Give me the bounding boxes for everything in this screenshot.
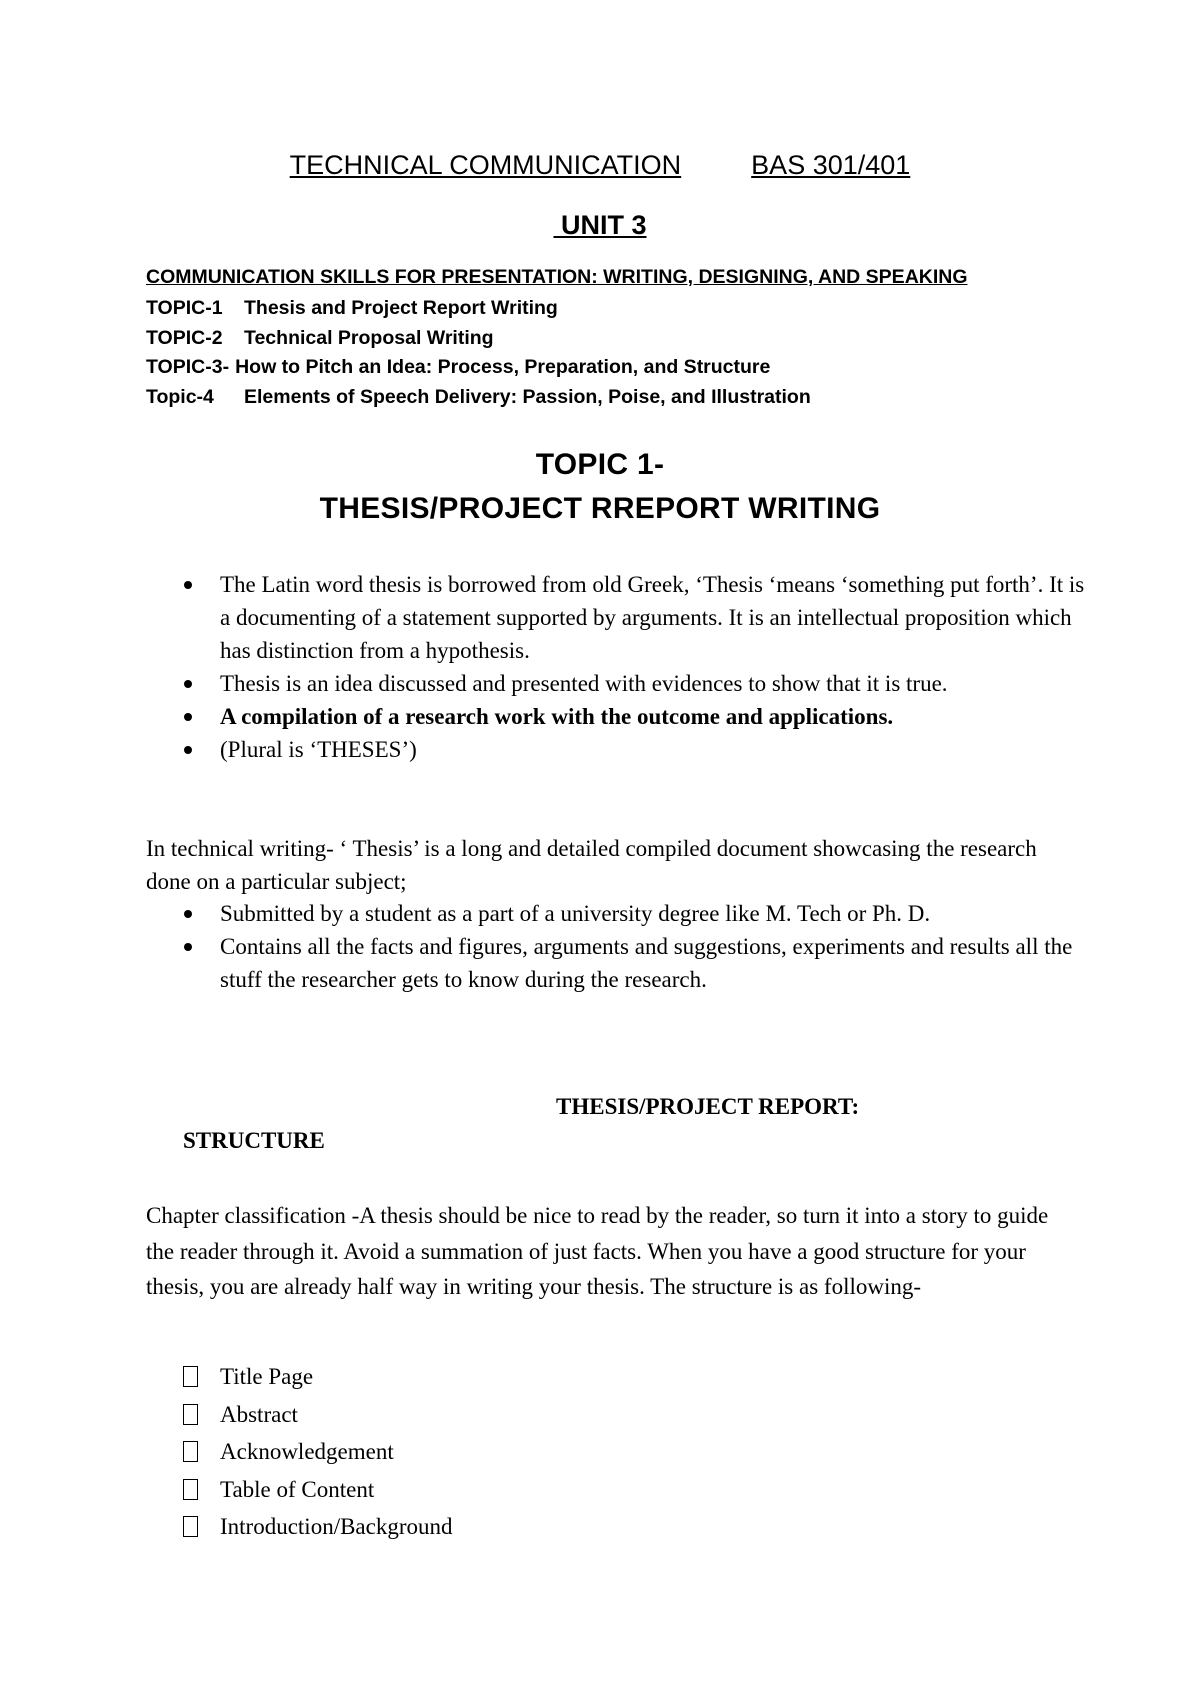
structure-item xyxy=(183,1471,453,1509)
structure-heading-part1: THESIS/PROJECT REPORT: xyxy=(556,1094,860,1119)
checkbox-icon xyxy=(183,1366,198,1387)
topic-item xyxy=(146,294,811,324)
definition-bullets xyxy=(146,568,1086,766)
topic-title: Technical Proposal Writing xyxy=(244,326,494,349)
structure-item-label: Title Page xyxy=(220,1364,314,1389)
skills-heading: COMMUNICATION SKILLS FOR PRESENTATION: WRITING, DESIGNING, AND SPEAKING xyxy=(146,266,968,288)
checkbox-icon xyxy=(183,1441,198,1462)
bullet-item: A compilation of a research work with the outcome and applications. xyxy=(146,700,1086,733)
course-title: TECHNICAL COMMUNICATION xyxy=(289,150,682,180)
topic-title: Elements of Speech Delivery: Passion, Poise, and Illustration xyxy=(244,385,811,408)
thesis-bullets xyxy=(146,897,1086,996)
topic-item xyxy=(146,383,811,413)
course-header xyxy=(0,150,1200,181)
unit-title: UNIT 3 xyxy=(553,210,647,240)
structure-item-label: Introduction/Background xyxy=(220,1514,453,1539)
topic-code: TOPIC-3- xyxy=(146,356,230,378)
bullet-item: (Plural is ‘THESES’) xyxy=(146,733,1086,766)
chapter-classification-paragraph: Chapter classification -A thesis should be nice to read by the reader, so turn it into a story to guide the reader through it. Avoid a summation of just facts. When you have a good structure for your thesis, you are already half way in writing your thesis. The structure is as following- xyxy=(146,1203,1049,1299)
topic-item xyxy=(146,324,811,354)
structure-item xyxy=(183,1508,453,1546)
topic-code: TOPIC-2 xyxy=(146,326,223,349)
topic-title: How to Pitch an Idea: Process, Preparation, and Structure xyxy=(235,356,771,378)
structure-item xyxy=(183,1358,453,1396)
topic-title: Thesis and Project Report Writing xyxy=(244,297,558,319)
bullet-item: Submitted by a student as a part of a university degree like M. Tech or Ph. D. xyxy=(146,897,1086,930)
bullet-list xyxy=(146,568,1086,766)
bullet-item: The Latin word thesis is borrowed from old Greek, ‘Thesis ‘means ‘something put forth’. It is a documenting of a statement supported by arguments. It is an intellectual proposition which has distinction from a hypothesis. xyxy=(146,568,1086,667)
technical-writing-paragraph: In technical writing- ‘ Thesis’ is a long and detailed compiled document showcasing the research done on a particular subject; xyxy=(146,836,1037,894)
checkbox-icon xyxy=(183,1516,198,1537)
structure-list xyxy=(183,1358,453,1546)
bullet-list xyxy=(146,897,1086,996)
bullet-item: Contains all the facts and figures, arguments and suggestions, experiments and results all the stuff the researcher gets to know during the research. xyxy=(146,930,1086,996)
topic-code: Topic-4 xyxy=(146,385,214,408)
course-code: BAS 301/401 xyxy=(751,150,911,180)
structure-item-label: Abstract xyxy=(220,1401,298,1427)
section-title-line1: TOPIC 1- xyxy=(535,448,665,481)
topic-code: TOPIC-1 xyxy=(146,297,223,319)
structure-item xyxy=(183,1433,453,1471)
checkbox-icon xyxy=(183,1479,198,1500)
bullet-item: Thesis is an idea discussed and presented with evidences to show that it is true. xyxy=(146,667,1086,700)
structure-item-label: Table of Content xyxy=(220,1476,375,1502)
topic-list xyxy=(146,294,811,412)
section-title-line2: THESIS/PROJECT RREPORT WRITING xyxy=(319,492,881,525)
topic-item xyxy=(146,353,811,383)
structure-heading-part2: STRUCTURE xyxy=(183,1128,325,1153)
structure-item xyxy=(183,1396,453,1434)
structure-item-label: Acknowledgement xyxy=(220,1439,394,1464)
checkbox-icon xyxy=(183,1404,198,1425)
